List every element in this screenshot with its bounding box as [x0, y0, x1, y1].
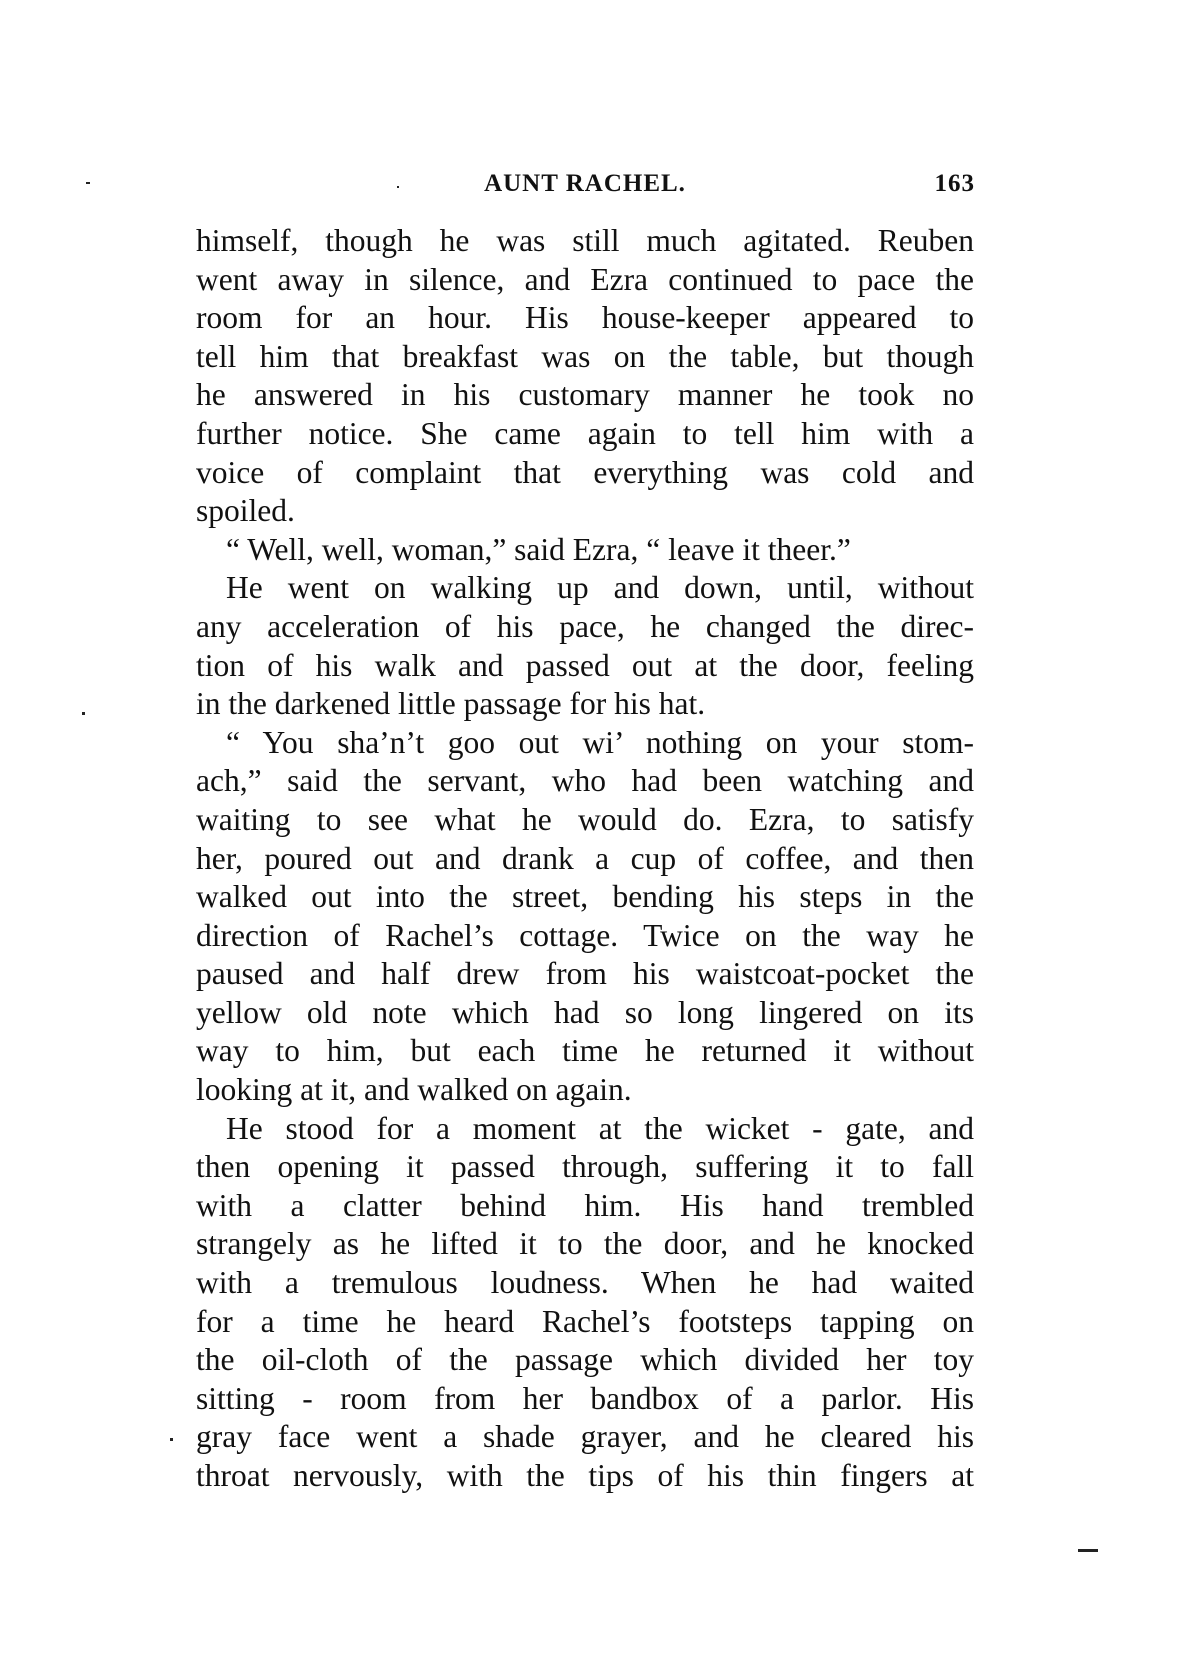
text-line: in the darkened little passage for his hat. — [196, 686, 706, 722]
page-number: 163 — [934, 170, 975, 197]
text-line: her, poured out and drank a cup of coffee, and then — [196, 840, 974, 876]
text-line: the oil-cloth of the passage which divided her toy — [196, 1342, 974, 1378]
text-line: sitting - room from her bandbox of a parlor. His — [196, 1380, 974, 1416]
stray-mark — [86, 182, 90, 184]
text-line: spoiled. — [196, 493, 295, 529]
stray-mark — [170, 1438, 173, 1441]
stray-mark — [397, 186, 399, 188]
text-line: voice of complaint that everything was cold and — [196, 454, 974, 490]
running-title: AUNT RACHEL. — [484, 170, 686, 197]
text-line: he answered in his customary manner he took no — [196, 377, 974, 413]
text-line: yellow old note which had so long lingered on its — [196, 994, 974, 1030]
stray-mark — [1078, 1549, 1098, 1552]
text-line: walked out into the street, bending his steps in the — [196, 879, 974, 915]
text-line: throat nervously, with the tips of his thin fingers at — [196, 1458, 974, 1493]
text-line: strangely as he lifted it to the door, and he knocked — [196, 1226, 974, 1262]
running-head — [195, 170, 975, 210]
text-line: looking at it, and walked on again. — [196, 1072, 632, 1108]
text-line: with a tremulous loudness. When he had waited — [196, 1265, 974, 1301]
text-line: went away in silence, and Ezra continued to pace the — [196, 261, 974, 297]
text-line: tell him that breakfast was on the table, but though — [196, 338, 974, 374]
text-line: room for an hour. His house-keeper appeared to — [196, 300, 974, 336]
text-line: ach,” said the servant, who had been watching and — [196, 763, 974, 799]
text-line: any acceleration of his pace, he changed the direc- — [196, 608, 974, 644]
text-line: with a clatter behind him. His hand trembled — [196, 1187, 974, 1223]
body-text — [196, 222, 974, 1496]
stray-mark — [82, 712, 85, 715]
text-line: himself, though he was still much agitated. Reuben — [196, 223, 974, 258]
text-line: gray face went a shade grayer, and he cleared his — [196, 1419, 974, 1455]
text-line: direction of Rachel’s cottage. Twice on the way he — [196, 917, 974, 953]
text-line: tion of his walk and passed out at the door, feeling — [196, 647, 974, 683]
text-line: then opening it passed through, suffering it to fall — [196, 1149, 974, 1185]
text-line: for a time he heard Rachel’s footsteps tapping on — [196, 1303, 974, 1339]
text-line: “ You sha’n’t goo out wi’ nothing on your stom- — [226, 724, 974, 760]
text-line: further notice. She came again to tell him with a — [196, 415, 974, 451]
text-line: He stood for a moment at the wicket - gate, and — [226, 1110, 974, 1146]
text-line: waiting to see what he would do. Ezra, to satisfy — [196, 801, 974, 837]
text-line: “ Well, well, woman,” said Ezra, “ leave it theer.” — [226, 531, 851, 567]
text-line: way to him, but each time he returned it without — [196, 1033, 974, 1069]
text-line: He went on walking up and down, until, without — [226, 570, 974, 606]
text-line: paused and half drew from his waistcoat-pocket the — [196, 956, 974, 992]
